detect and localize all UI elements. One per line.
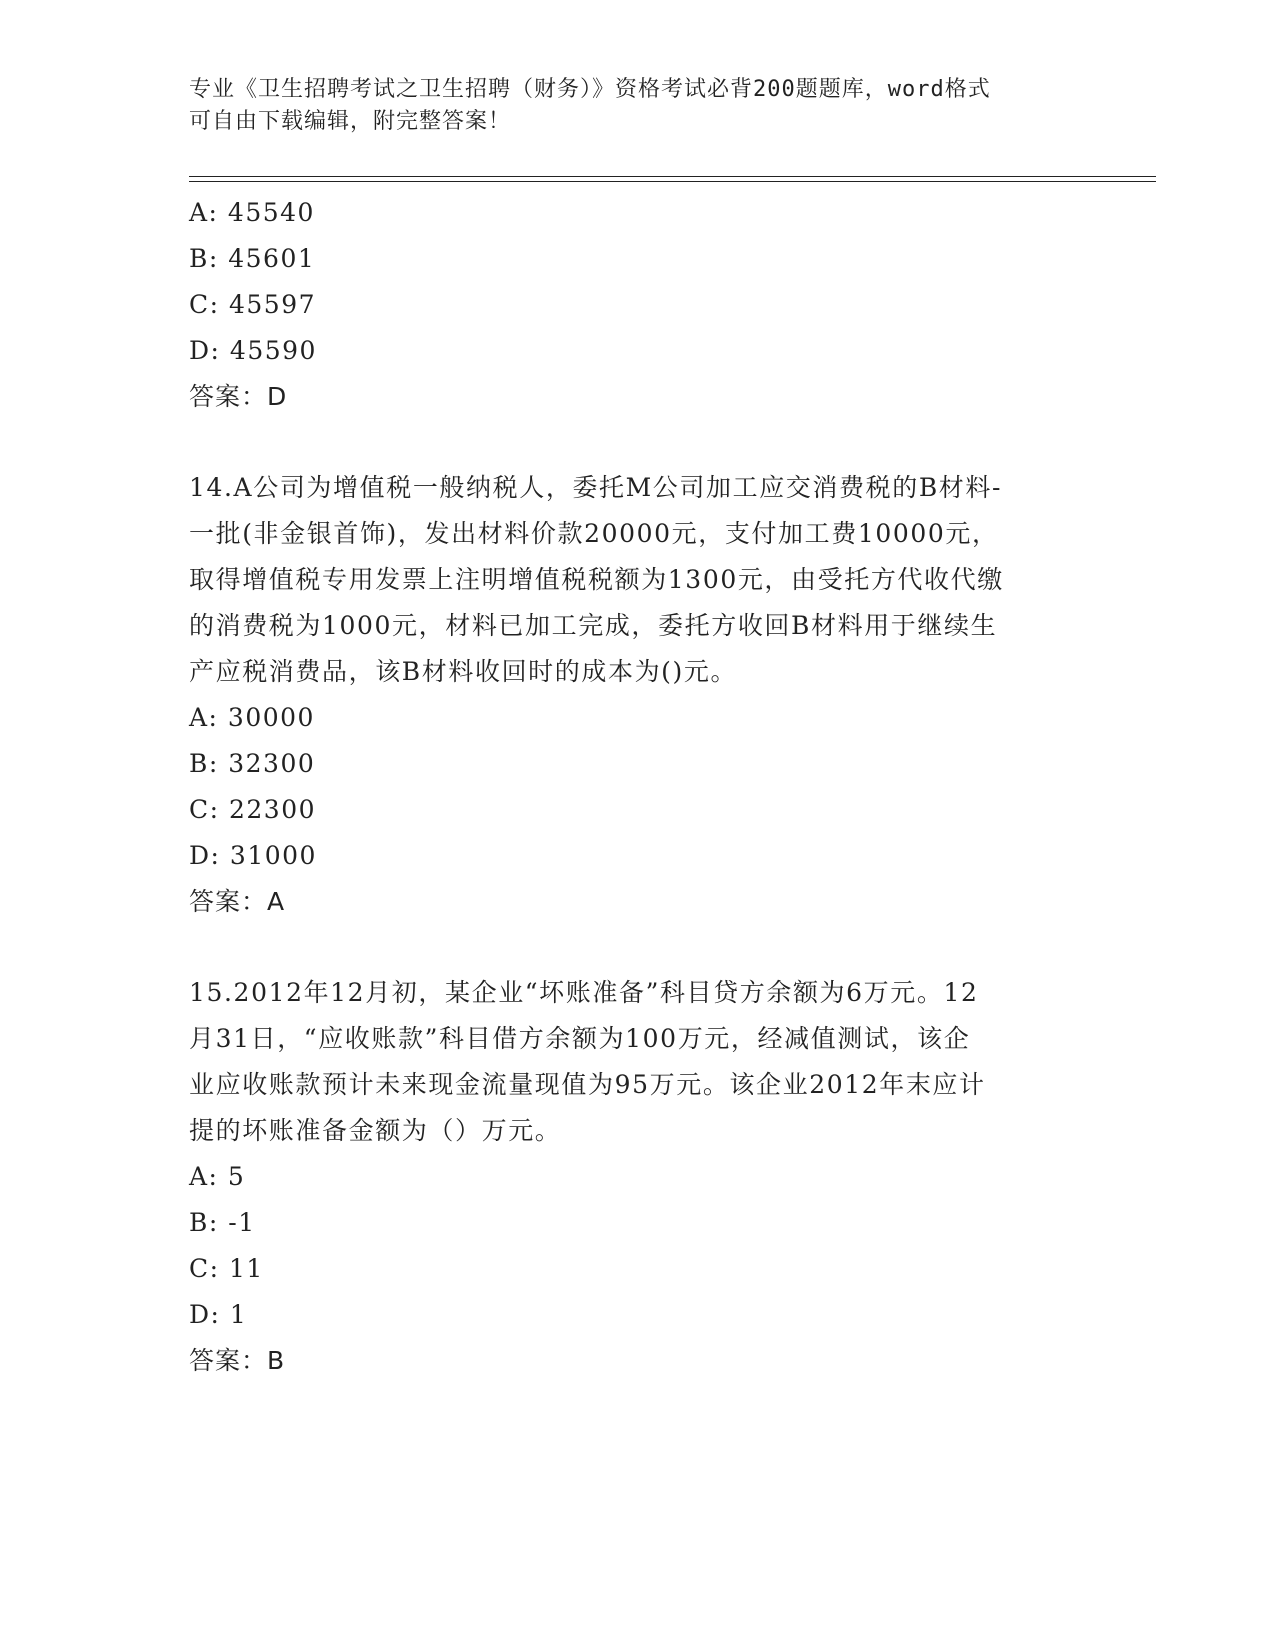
question-14-block: [189, 465, 1089, 925]
document-header: [189, 74, 1089, 138]
q13-option-c: C: 45597: [189, 290, 317, 319]
question-13-block: [189, 190, 1089, 420]
q15-stem-line: 15.2012年12月初，某企业“坏账准备”科目贷方余额为6万元。12: [189, 978, 979, 1007]
document-body: [189, 190, 1089, 1384]
header-title-line-1: 专业《卫生招聘考试之卫生招聘（财务）》资格考试必背200题题库，word格式: [189, 77, 991, 102]
q14-option-d: D: 31000: [189, 841, 317, 870]
q15-stem-line: 月31日，“应收账款”科目借方余额为100万元，经减值测试，该企: [189, 1024, 971, 1053]
q14-stem-line: 14.A公司为增值税一般纳税人，委托M公司加工应交消费税的B材料-: [189, 473, 1003, 502]
q15-stem-line: 提的坏账准备金额为（）万元。: [189, 1116, 562, 1145]
q14-option-b: B: 32300: [189, 749, 316, 778]
q15-option-a: A: 5: [189, 1162, 246, 1191]
q14-stem-line: 取得增值税专用发票上注明增值税税额为1300元，由受托方代收代缴: [189, 565, 1004, 594]
header-title-line-2: 可自由下载编辑，附完整答案！: [189, 109, 512, 134]
q15-option-b: B: -1: [189, 1208, 256, 1237]
q14-option-c: C: 22300: [189, 795, 317, 824]
q13-option-b: B: 45601: [189, 244, 316, 273]
q14-stem: [189, 465, 1089, 695]
header-divider-bottom: [189, 181, 1156, 182]
q15-option-d: D: 1: [189, 1300, 248, 1329]
header-divider-top: [189, 176, 1156, 177]
q14-stem-line: 产应税消费品，该B材料收回时的成本为()元。: [189, 657, 738, 686]
q13-option-a: A: 45540: [189, 198, 315, 227]
q14-answer: 答案：A: [189, 887, 286, 916]
q13-option-d: D: 45590: [189, 336, 317, 365]
spacer: [189, 420, 1089, 465]
q14-stem-line: 一批(非金银首饰)，发出材料价款20000元，支付加工费10000元，: [189, 519, 999, 548]
q13-answer: 答案：D: [189, 382, 288, 411]
q15-stem: [189, 970, 1089, 1154]
spacer: [189, 925, 1089, 970]
q15-answer: 答案：B: [189, 1346, 286, 1375]
question-15-block: [189, 970, 1089, 1384]
q15-stem-line: 业应收账款预计未来现金流量现值为95万元。该企业2012年末应计: [189, 1070, 986, 1099]
q14-option-a: A: 30000: [189, 703, 315, 732]
q15-option-c: C: 11: [189, 1254, 264, 1283]
q14-stem-line: 的消费税为1000元，材料已加工完成，委托方收回B材料用于继续生: [189, 611, 998, 640]
